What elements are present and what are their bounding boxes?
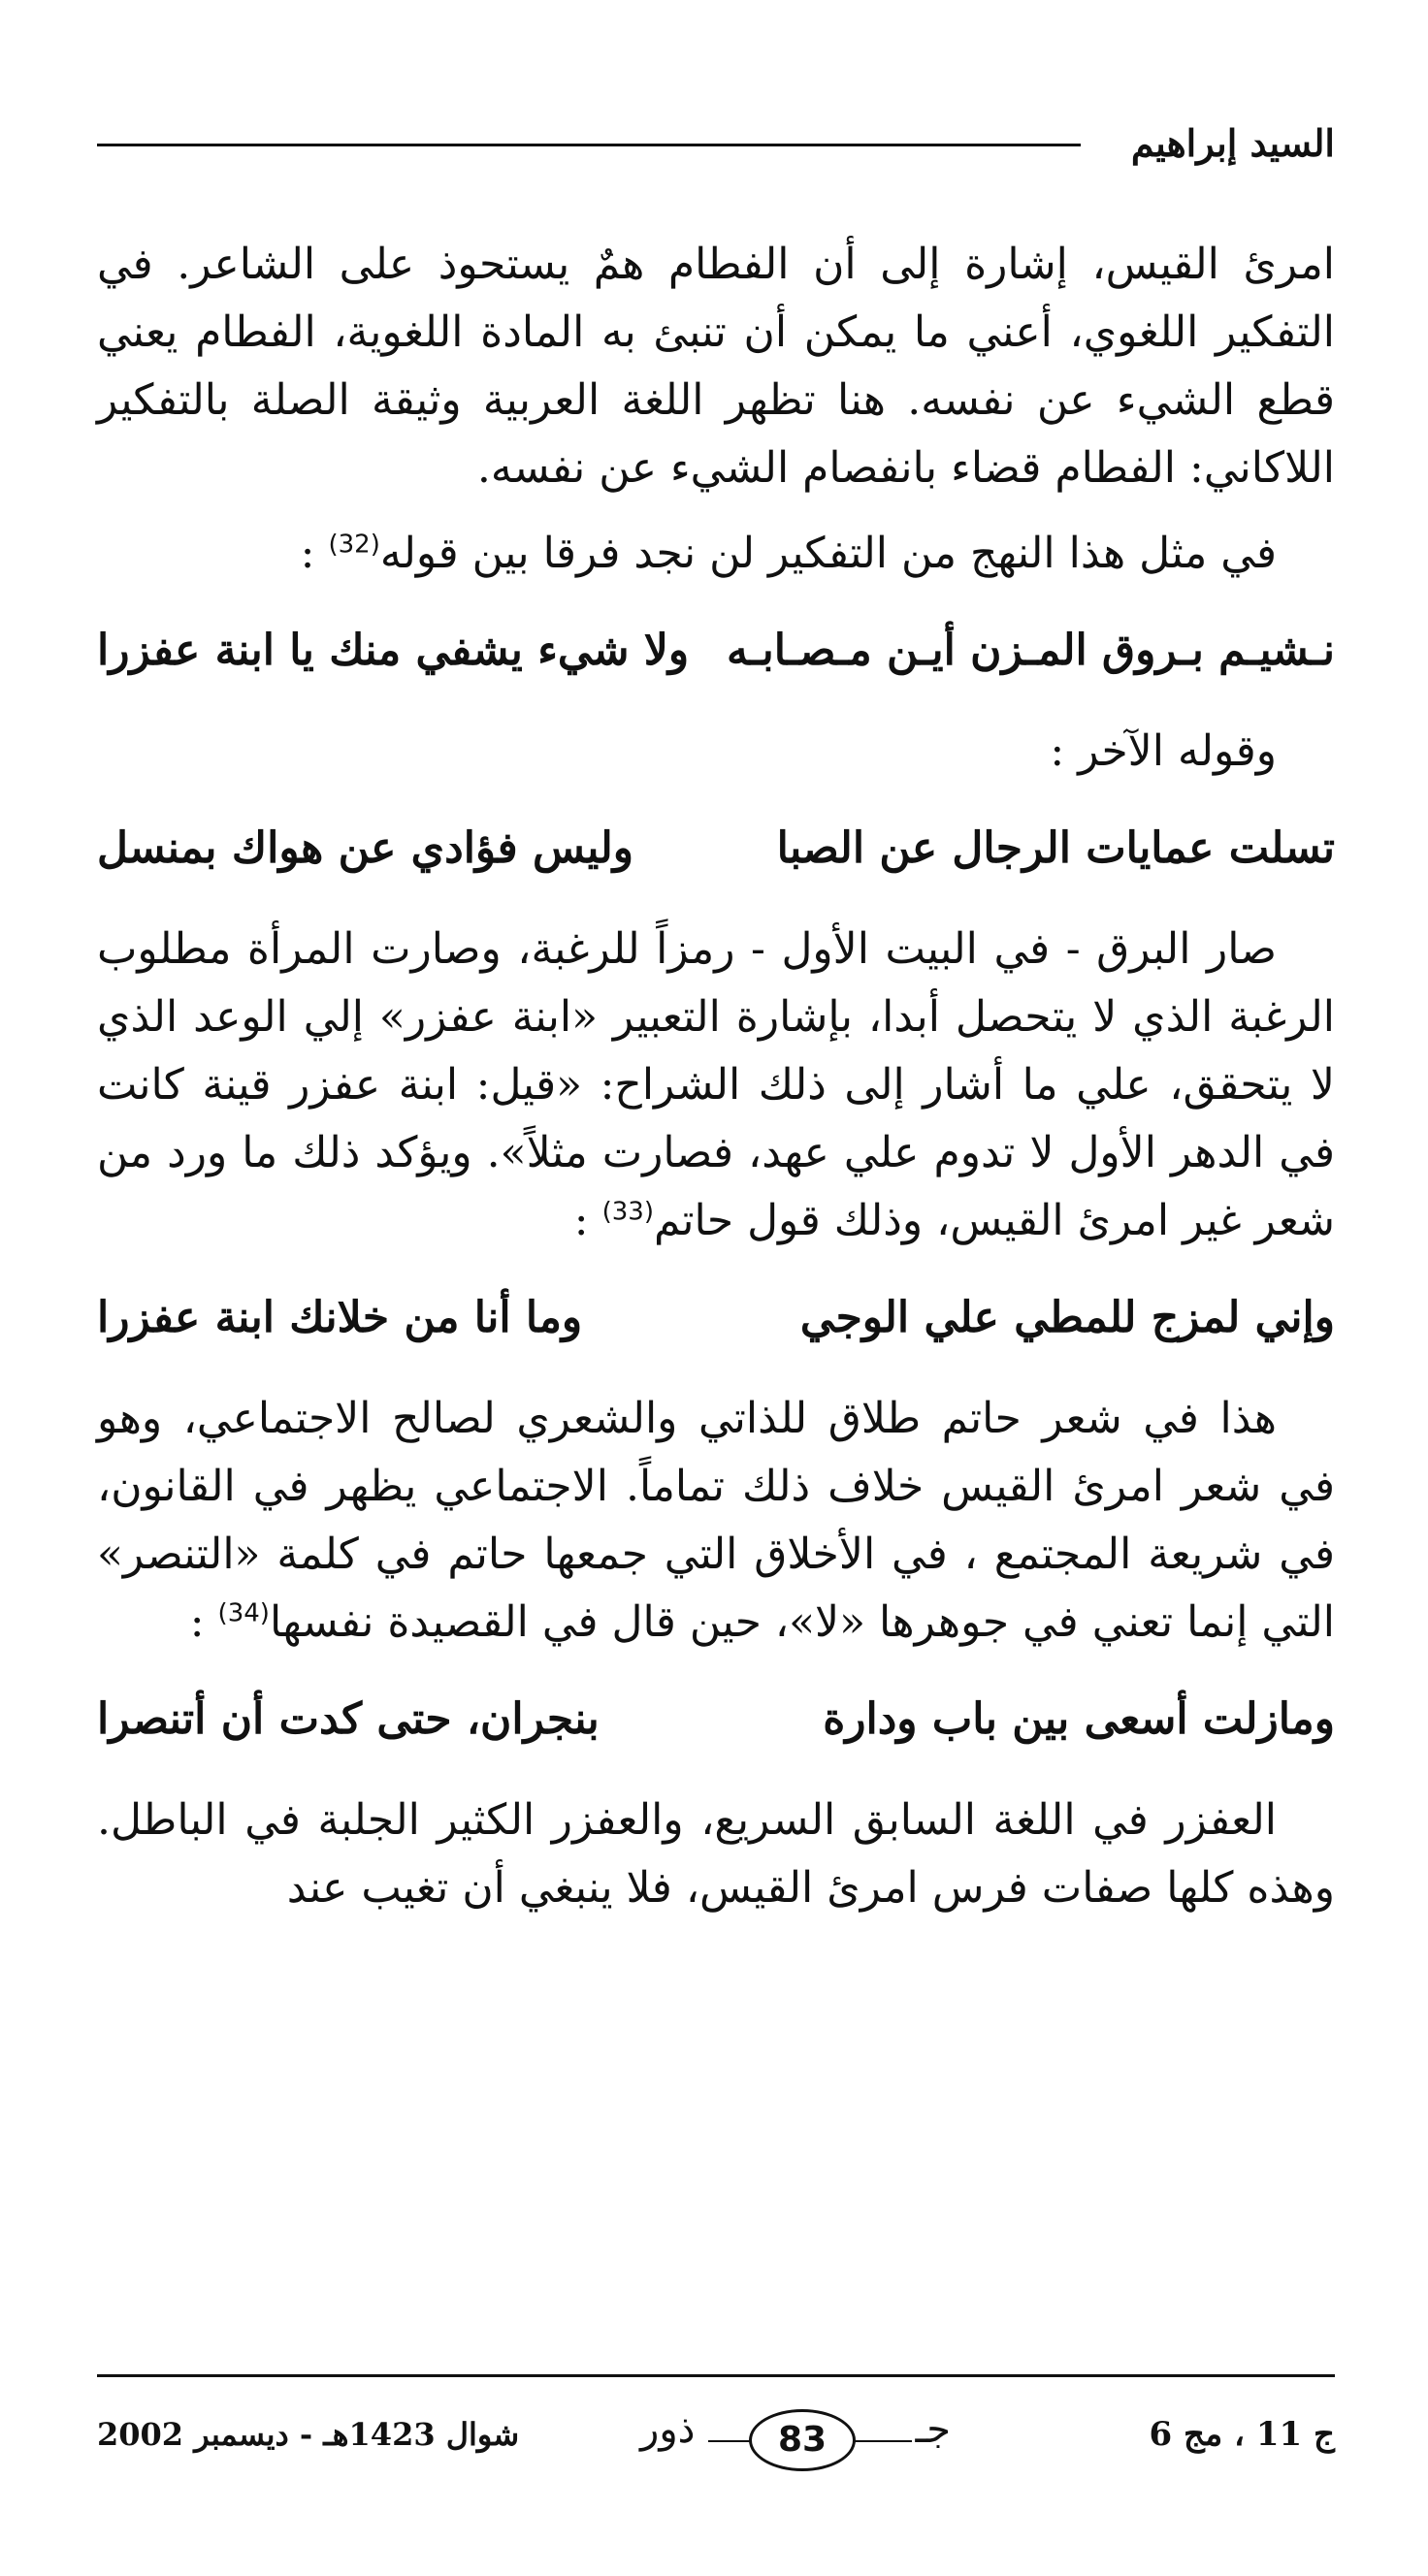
verse-hemistich-left: وما أنا من خلانك ابنة عفزرا <box>97 1293 583 1342</box>
footnote-marker: (32) <box>328 530 380 560</box>
magazine-logo <box>640 2403 951 2471</box>
issue-volume: ج 11 ، مج 6 <box>1149 2415 1335 2454</box>
verse-hemistich-left: وليس فؤادي عن هواك بمنسل <box>97 823 634 873</box>
verse-line <box>97 1284 1335 1352</box>
verse-line <box>97 617 1335 685</box>
paragraph: امرئ القيس، إشارة إلى أن الفطام همٌ يستحوذ على الشاعر. في التفكير اللغوي، أعني ما يمكن أن تنبئ به المادة اللغوية، الفطام يعني قطع الشيء عن نفسه. هنا تظهر اللغة العربية وثيقة الصلة بالتفكير اللاكاني: الفطام قضاء بانفصام الشيء عن نفسه. <box>97 240 1335 493</box>
journal-page <box>97 0 1335 2576</box>
verse-hemistich-left: بنجران، حتى كدت أن أتنصرا <box>97 1694 600 1744</box>
verse-line <box>97 815 1335 883</box>
paragraph: العفزر في اللغة السابق السريع، والعفزر الكثير الجلبة في الباطل. وهذه كلها صفات فرس امرئ القيس، فلا ينبغي أن تغيب عند <box>97 1795 1335 1913</box>
issue-date: شوال 1423هـ - ديسمبر 2002 <box>97 2416 520 2453</box>
verse-hemistich-right: نـشيـم بـروق المـزن أيـن مـصـابـه <box>727 626 1335 675</box>
paragraph: صار البرق - في البيت الأول - رمزاً للرغبة، وصارت المرأة مطلوب الرغبة الذي لا يتحصل أبدا، بإشارة التعبير «ابنة عفزر» إلي الوعد الذي لا يتحقق، علي ما أشار إلى ذلك الشراح: «قيل: ابنة عفزر قينة كانت في الدهر الأول لا تدوم علي عهد، فصارت مثلاً». ويؤكد ذلك ما ورد من شعر غير امرئ القيس، وذلك قول حاتم$^{(33)}$ : <box>97 924 1335 1245</box>
verse-line <box>97 1686 1335 1754</box>
magazine-name-left: ذور <box>640 2407 696 2452</box>
page-footer <box>97 2374 1335 2481</box>
paragraph: هذا في شعر حاتم طلاق للذاتي والشعري لصالح الاجتماعي، وهو في شعر امرئ القيس خلاف ذلك تماماً. الاجتماعي يظهر في القانون، في شريعة المجتمع ، في الأخلاق التي جمعها حاتم في كلمة «التنصر» التي إنما تعني في جوهرها «لا»، حين قال في القصيدة نفسها$^{(34)}$ : <box>97 1394 1335 1647</box>
paragraph: وقوله الآخر : <box>1050 726 1277 776</box>
header-rule <box>97 144 1081 146</box>
paragraph: في مثل هذا النهج من التفكير لن نجد فرقا بين قوله$^{(32)}$ : <box>300 529 1277 578</box>
header-author: السيد إبراهيم <box>1130 121 1335 165</box>
verse-hemistich-left: ولا شيء يشفي منك يا ابنة عفزرا <box>97 626 690 675</box>
article-body <box>97 231 1335 1922</box>
verse-hemistich-right: تسلت عمايات الرجال عن الصبا <box>776 823 1335 873</box>
running-header <box>97 114 1335 173</box>
magazine-name-right: جـ <box>915 2407 951 2452</box>
footnote-marker: (33) <box>601 1197 654 1227</box>
footnote-marker: (34) <box>217 1598 270 1628</box>
verse-hemistich-right: ومازلت أسعى بين باب ودارة <box>823 1694 1335 1744</box>
footer-rule <box>97 2374 1335 2377</box>
page-number: 83 <box>749 2409 856 2471</box>
verse-hemistich-right: وإني لمزج للمطي علي الوجي <box>799 1293 1335 1342</box>
